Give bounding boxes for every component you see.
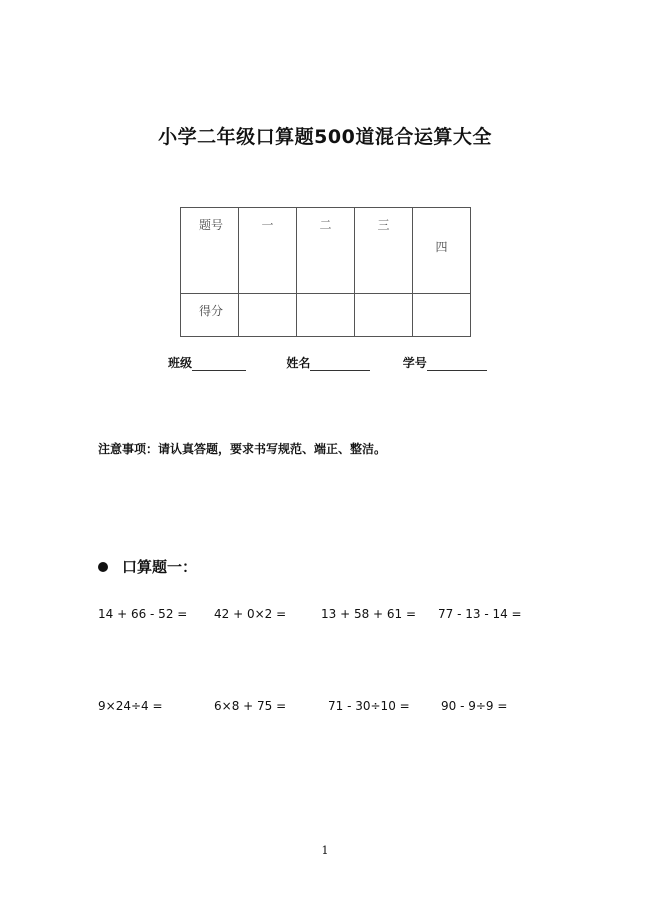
id-label: 学号	[402, 356, 427, 370]
score-cell-2[interactable]	[297, 294, 355, 337]
id-blank[interactable]	[427, 358, 487, 371]
problem: 42 + 0×2 =	[214, 607, 287, 621]
score-label-cell	[181, 294, 239, 337]
page-number: 1	[321, 844, 329, 857]
problem: 13 + 58 + 61 =	[321, 607, 417, 621]
header-label-cell	[181, 208, 239, 294]
score-table-header-row	[181, 208, 471, 294]
student-info	[168, 354, 487, 371]
notice-text: 注意事项：请认真答题，要求书写规范、端正、整洁。	[98, 442, 387, 456]
class-blank[interactable]	[192, 358, 246, 371]
column-1-cell	[239, 208, 297, 294]
class-label: 班级	[168, 356, 193, 370]
name-label: 姓名	[286, 356, 311, 370]
section-heading	[98, 556, 197, 577]
problem: 6×8 + 75 =	[214, 699, 287, 713]
column-2-label: 二	[319, 218, 332, 232]
section-title: 口算题一：	[122, 558, 198, 576]
score-cell-4[interactable]	[413, 294, 471, 337]
score-cell-3[interactable]	[355, 294, 413, 337]
column-2-cell	[297, 208, 355, 294]
name-blank[interactable]	[310, 358, 370, 371]
score-cell-1[interactable]	[239, 294, 297, 337]
column-4-label: 四	[435, 240, 448, 254]
problem: 71 - 30÷10 =	[328, 699, 410, 713]
column-3-label: 三	[377, 218, 390, 232]
bullet-icon	[98, 562, 108, 572]
header-label: 题号	[199, 218, 224, 232]
problem: 90 - 9÷9 =	[441, 699, 508, 713]
page-title: 小学二年级口算题500道混合运算大全	[158, 126, 492, 148]
problem: 14 + 66 - 52 =	[98, 607, 188, 621]
column-1-label: 一	[261, 218, 274, 232]
problem: 77 - 13 - 14 =	[438, 607, 522, 621]
column-3-cell	[355, 208, 413, 294]
problem: 9×24÷4 =	[98, 699, 163, 713]
column-4-cell	[413, 208, 471, 294]
score-table	[180, 207, 471, 337]
score-label: 得分	[199, 304, 224, 318]
score-table-score-row	[181, 294, 471, 337]
